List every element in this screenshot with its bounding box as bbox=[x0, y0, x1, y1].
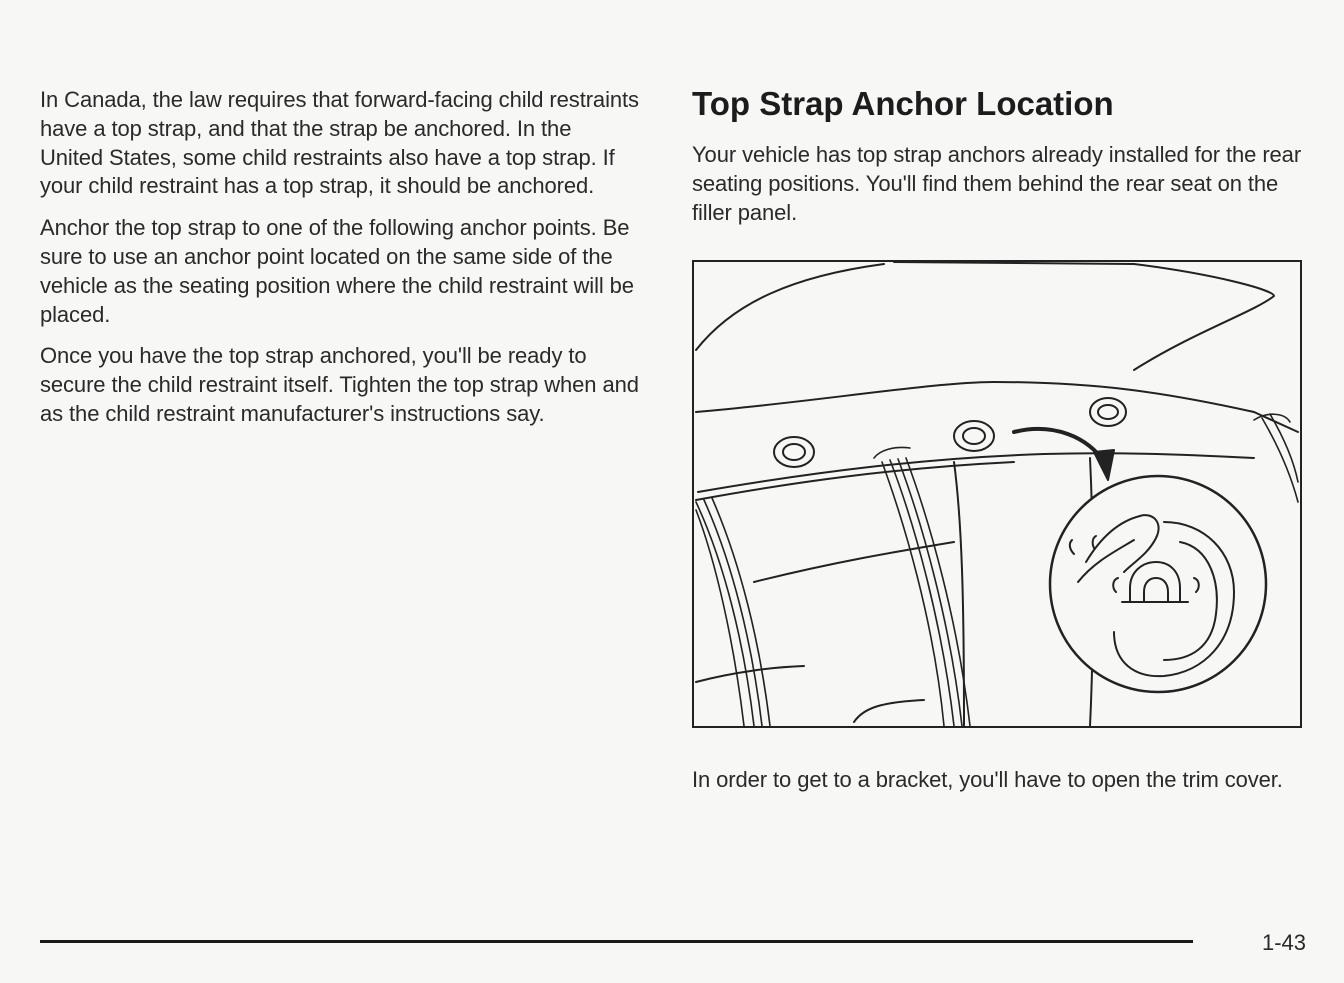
figure-caption-block bbox=[692, 766, 1312, 808]
filler-panel-edge bbox=[696, 382, 1254, 412]
paragraph-secure-restraint: Once you have the top strap anchored, you'll be ready to secure the child restraint itself. Tighten the top strap when and as the child restraint manufacturer's instructions say. bbox=[40, 343, 639, 426]
seatbelt-right bbox=[1254, 414, 1298, 502]
footer-rule bbox=[40, 940, 1193, 943]
magnified-detail-circle bbox=[1050, 476, 1266, 692]
seatbelt-left bbox=[696, 498, 770, 726]
rear-seat-illustration bbox=[692, 260, 1302, 728]
seat-back-top bbox=[696, 462, 1014, 500]
figure-caption: In order to get to a bracket, you'll have to open the trim cover. bbox=[692, 767, 1283, 792]
paragraph-anchor-points: Anchor the top strap to one of the following anchor points. Be sure to use an anchor point located on the same side of the vehicle as the seating position where the child restraint will be placed. bbox=[40, 215, 634, 327]
anchor-cover-center bbox=[954, 421, 994, 451]
paragraph-canada-law: In Canada, the law requires that forward-facing child restraints have a top strap, and that the strap be anchored. In the United States, some child restraints also have a top strap. If your child restraint has a top strap, it should be anchored. bbox=[40, 87, 639, 199]
rear-window-outline bbox=[696, 264, 884, 350]
section-heading: Top Strap Anchor Location bbox=[692, 85, 1114, 122]
anchor-cover-right bbox=[1090, 398, 1126, 426]
seatbelt-center bbox=[874, 447, 970, 726]
paragraph-anchor-location: Your vehicle has top strap anchors already installed for the rear seating positions. You'll find them behind the rear seat on the filler panel. bbox=[692, 142, 1302, 225]
left-column bbox=[40, 86, 640, 442]
right-column bbox=[692, 84, 1312, 240]
page-number: 1-43 bbox=[1261, 930, 1306, 955]
anchor-cover-left bbox=[774, 437, 814, 467]
